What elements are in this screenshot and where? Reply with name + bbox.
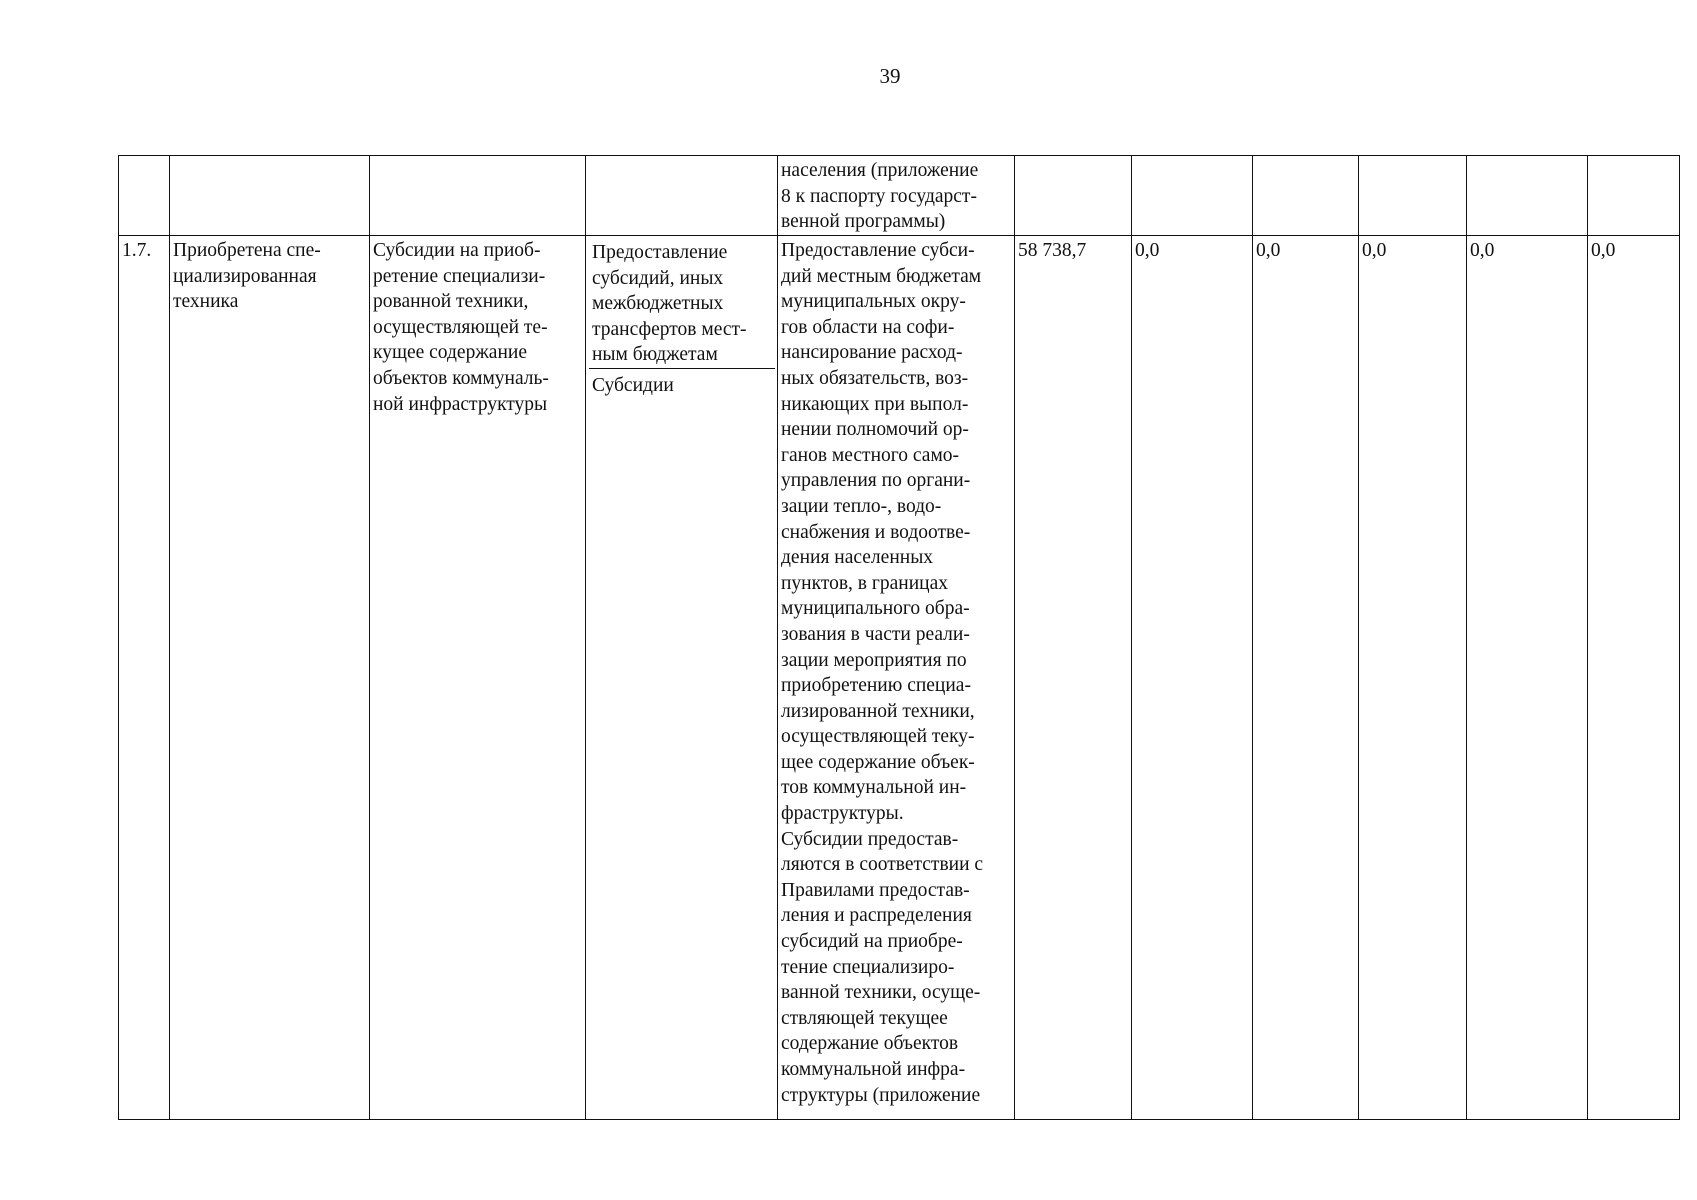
cell-value [1132, 156, 1253, 236]
cell-characteristic [778, 156, 1015, 236]
cell-value [1015, 156, 1132, 236]
text-line: нении полномочий ор- [781, 419, 969, 441]
text-line: никающих при выпол- [781, 393, 969, 415]
text-line: Субсидии предостав- [781, 828, 959, 850]
text-line: зации мероприятия по [781, 649, 967, 671]
text-line: Субсидии [592, 374, 674, 396]
text-line: нансирование расход- [781, 342, 963, 364]
text-line: тение специализиро- [781, 956, 955, 978]
cell-measure [370, 156, 586, 236]
text-line: Субсидии на приоб- [373, 240, 541, 261]
cell-index: 1.7. [119, 236, 170, 1120]
text-line: Приобретена спе- [173, 240, 321, 261]
text-line: трансфертов мест- [592, 318, 747, 340]
cell-result [170, 236, 370, 1120]
text-line: кущее содержание [373, 342, 527, 364]
text-line: 8 к паспорту государст- [781, 185, 977, 207]
characteristic-text [781, 238, 1012, 1108]
text-line: осуществляющей теку- [781, 726, 975, 748]
text-line: ствляющей текущее [781, 1007, 948, 1029]
cell-characteristic [778, 236, 1015, 1120]
text-line: ных обязательств, воз- [781, 367, 969, 389]
text-line: муниципальных окру- [781, 291, 966, 313]
text-line: венной программы) [781, 211, 946, 233]
type-main [589, 238, 775, 369]
cell-value: 58 738,7 [1015, 236, 1132, 1120]
cell-index [119, 156, 170, 236]
cell-result [170, 156, 370, 236]
text-line: ванной техники, осуще- [781, 982, 981, 1004]
type-subtype [589, 369, 775, 399]
cell-value [1467, 156, 1588, 236]
text-line: субсидий, иных [592, 267, 724, 289]
text-line: ным бюджетам [592, 344, 718, 366]
text-line: межбюджетных [592, 293, 724, 315]
text-line: гов области на софи- [781, 316, 955, 338]
cell-value: 0,0 [1253, 236, 1359, 1120]
program-table [118, 155, 1680, 1120]
row-1-7 [119, 236, 1680, 1120]
cell-type [586, 236, 778, 1120]
cell-value [1253, 156, 1359, 236]
cell-measure [370, 236, 586, 1120]
text-line: содержание объектов [781, 1033, 959, 1055]
text-line: приобретению специа- [781, 675, 971, 697]
cell-value [1359, 156, 1467, 236]
text-line: коммунальной инфра- [781, 1059, 966, 1080]
text-line: населения (приложение [781, 160, 979, 181]
text-line: рованной техники, [373, 291, 529, 313]
page-number: 39 [879, 64, 901, 88]
text-line: Правилами предостав- [781, 879, 970, 901]
text-line: осуществляющей те- [373, 316, 548, 338]
cell-value [1588, 156, 1680, 236]
text-line: структуры (приложение [781, 1084, 981, 1106]
cell-value: 0,0 [1359, 236, 1467, 1120]
text-line: ной инфраструктуры [373, 393, 548, 415]
text-line: зации тепло-, водо- [781, 495, 942, 517]
text-line: ретение специализи- [373, 265, 546, 287]
cell-value: 0,0 [1588, 236, 1680, 1120]
cell-value: 0,0 [1467, 236, 1588, 1120]
text-line: пунктов, в границах [781, 572, 949, 594]
text-line: тов коммунальной ин- [781, 777, 967, 799]
text-line: ления и распределения [781, 905, 972, 927]
text-line: ляются в соответствии с [781, 854, 984, 876]
cell-value: 0,0 [1132, 236, 1253, 1120]
text-line: циализированная [173, 265, 317, 287]
text-line: Предоставление [592, 242, 728, 263]
text-line: субсидий на приобре- [781, 931, 963, 953]
continuation-row [119, 156, 1680, 236]
text-line: объектов коммуналь- [373, 367, 549, 389]
text-line: щее содержание объек- [781, 751, 975, 773]
text-line: ганов местного само- [781, 444, 960, 466]
text-line: управления по органи- [781, 470, 971, 492]
text-line: Предоставление субси- [781, 240, 975, 261]
text-line: муниципального обра- [781, 598, 970, 620]
text-line: лизированной техники, [781, 700, 975, 722]
text-line: дения населенных [781, 547, 934, 569]
text-line: зования в части реали- [781, 623, 970, 645]
cell-type [586, 156, 778, 236]
text-line: снабжения и водоотве- [781, 521, 971, 543]
text-line: дий местным бюджетам [781, 265, 982, 287]
text-line: техника [173, 291, 239, 313]
text-line: фраструктуры. [781, 803, 904, 825]
